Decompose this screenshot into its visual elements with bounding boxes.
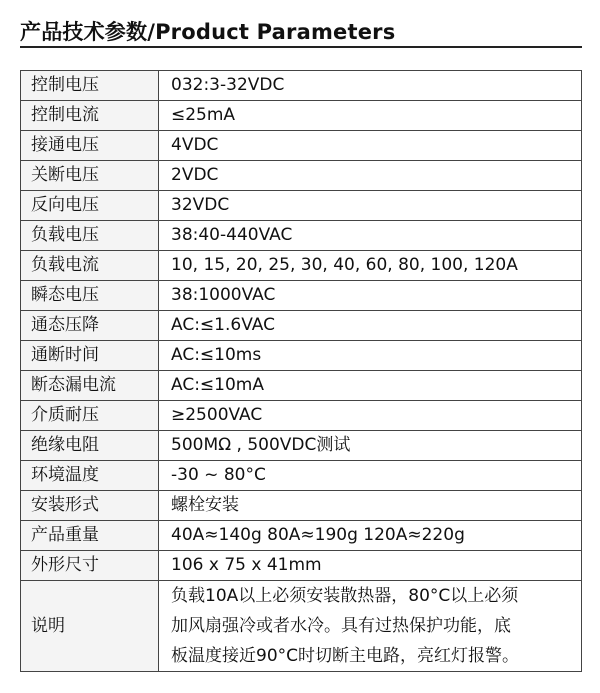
parameter-label: 产品重量 (21, 521, 159, 551)
page-title: 产品技术参数/Product Parameters (20, 20, 396, 44)
table-row (21, 521, 582, 551)
parameter-value: 32VDC (159, 191, 582, 221)
parameter-value: ≥2500VAC (159, 401, 582, 431)
parameter-label: 控制电压 (21, 71, 159, 101)
parameter-label: 关断电压 (21, 161, 159, 191)
parameter-value: 38:1000VAC (159, 281, 582, 311)
parameter-value: ≤25mA (159, 101, 582, 131)
parameter-value: 500MΩ , 500VDC测试 (159, 431, 582, 461)
table-row (21, 131, 582, 161)
table-row (21, 71, 582, 101)
note-text (159, 581, 582, 672)
table-row (21, 281, 582, 311)
parameter-label: 反向电压 (21, 191, 159, 221)
parameter-value: 38:40-440VAC (159, 221, 582, 251)
table-row (21, 221, 582, 251)
parameter-label: 负载电流 (21, 251, 159, 281)
parameter-value: -30 ~ 80°C (159, 461, 582, 491)
parameter-value: 4VDC (159, 131, 582, 161)
table-row (21, 401, 582, 431)
parameter-label: 绝缘电阻 (21, 431, 159, 461)
title-underline (20, 46, 582, 48)
parameter-label: 通断时间 (21, 341, 159, 371)
parameter-label: 环境温度 (21, 461, 159, 491)
parameter-value: 032:3-32VDC (159, 71, 582, 101)
table-row (21, 431, 582, 461)
parameter-label: 负载电压 (21, 221, 159, 251)
parameter-label: 安装形式 (21, 491, 159, 521)
note-row (21, 581, 582, 672)
parameter-label: 通态压降 (21, 311, 159, 341)
note-label: 说明 (21, 581, 159, 672)
parameter-value: 106 x 75 x 41mm (159, 551, 582, 581)
table-row (21, 161, 582, 191)
note-line: 加风扇强冷或者水冷。具有过热保护功能，底 (171, 616, 511, 636)
parameter-label: 介质耐压 (21, 401, 159, 431)
parameter-value: AC:≤10mA (159, 371, 582, 401)
table-row (21, 251, 582, 281)
parameter-value: AC:≤10ms (159, 341, 582, 371)
table-row (21, 101, 582, 131)
table-row (21, 311, 582, 341)
parameters-table (20, 70, 582, 672)
parameter-value: 螺栓安装 (159, 491, 582, 521)
parameters-table-body (21, 71, 582, 672)
table-row (21, 191, 582, 221)
parameter-label: 断态漏电流 (21, 371, 159, 401)
table-row (21, 551, 582, 581)
table-row (21, 461, 582, 491)
parameter-label: 接通电压 (21, 131, 159, 161)
parameter-value: 40A≈140g 80A≈190g 120A≈220g (159, 521, 582, 551)
note-line: 板温度接近90°C时切断主电路，亮红灯报警。 (171, 646, 520, 666)
parameter-label: 瞬态电压 (21, 281, 159, 311)
parameter-value: 2VDC (159, 161, 582, 191)
parameter-label: 外形尺寸 (21, 551, 159, 581)
table-row (21, 491, 582, 521)
parameter-value: AC:≤1.6VAC (159, 311, 582, 341)
table-row (21, 341, 582, 371)
table-row (21, 371, 582, 401)
note-line: 负载10A以上必须安装散热器，80°C以上必须 (171, 586, 519, 606)
parameter-value: 10, 15, 20, 25, 30, 40, 60, 80, 100, 120A (159, 251, 582, 281)
parameter-label: 控制电流 (21, 101, 159, 131)
